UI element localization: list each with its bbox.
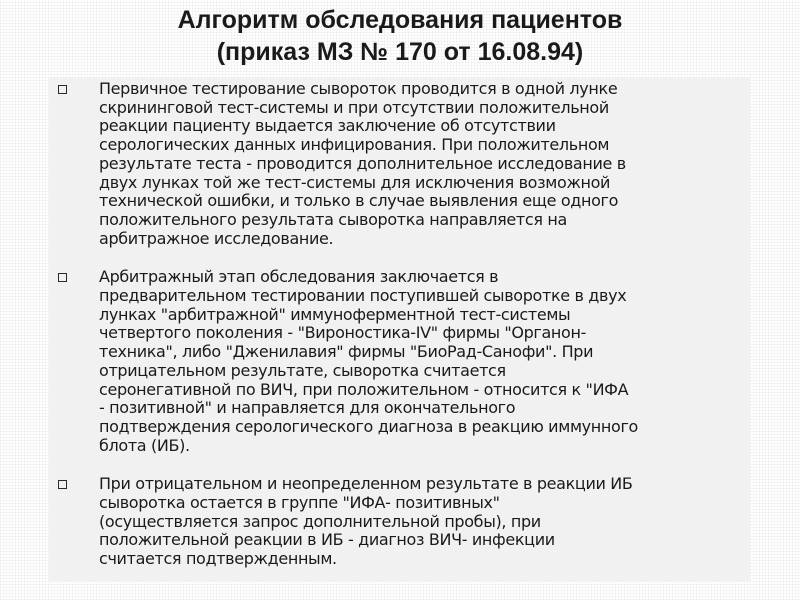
bullet-text-line: Арбитражный этап обследования заключается в: [99, 267, 499, 287]
bullet-text-line: четвертого поколения - "Вироностика-IV" фирмы "Органон-: [99, 323, 587, 343]
square-bullet-icon: [58, 85, 67, 94]
bullet-text: [99, 80, 744, 248]
bullet-text-line: техника", либо "Дженилавия" фирмы "БиоРад-Санофи". При: [99, 342, 594, 362]
bullet-text-line: (осуществляется запрос дополнительной пробы), при: [99, 511, 541, 531]
square-bullet-icon: [58, 273, 67, 282]
bullet-text-line: серологических данных инфицирования. При положительном: [99, 135, 610, 155]
bullet-text-line: Первичное тестирование сывороток проводится в одной лунке: [99, 79, 618, 98]
square-bullet-icon: [58, 480, 67, 489]
content-panel: [49, 77, 750, 582]
bullet-text: [99, 268, 744, 455]
bullet-item: [49, 475, 750, 569]
bullet-text-line: подтверждения серологического диагноза в реакцию иммунного: [99, 416, 638, 436]
slide-title: [0, 4, 800, 68]
bullet-text-line: двух лунках той же тест-системы для исключения возможной: [99, 172, 611, 192]
bullet-text-line: лунках "арбитражной" иммуноферментной тест-системы: [99, 304, 571, 324]
bullet-text-line: считается подтвержденным.: [99, 549, 337, 569]
bullet-text-line: блота (ИБ).: [99, 435, 190, 455]
bullet-text-line: При отрицательном и неопределенном результате в реакции ИБ: [99, 474, 633, 494]
bullet-text-line: сыворотка остается в группе "ИФА- позитивных": [99, 493, 500, 513]
bullet-text-line: положительного результата сыворотка направляется на: [99, 209, 567, 229]
bullet-text-line: результате теста - проводится дополнительное исследование в: [99, 153, 626, 173]
bullet-text-line: отрицательном результате, сыворотка считается: [99, 360, 506, 380]
bullet-text-line: предварительном тестировании поступившей сыворотке в двух: [99, 286, 627, 306]
bullet-text-line: положительной реакции в ИБ - диагноз ВИЧ- инфекции: [99, 530, 555, 550]
bullet-text-line: серонегативной по ВИЧ, при положительном - относится к "ИФА: [99, 379, 629, 399]
bullet-text-line: реакции пациенту выдается заключение об отсутствии: [99, 116, 556, 136]
bullet-item: [49, 80, 750, 248]
bullet-item: [49, 268, 750, 455]
bullet-text: [99, 475, 744, 569]
bullet-text-line: арбитражное исследование.: [99, 228, 334, 248]
bullet-text-line: скрининговой тест-системы и при отсутствии положительной: [99, 97, 609, 117]
bullet-text-line: технической ошибки, и только в случае выявления еще одного: [99, 191, 619, 211]
bullet-text-line: - позитивной" и направляется для окончательного: [99, 398, 516, 418]
slide-title-line-1: Алгоритм обследования пациентов: [177, 6, 623, 34]
slide-title-line-2: (приказ МЗ № 170 от 16.08.94): [216, 38, 584, 66]
